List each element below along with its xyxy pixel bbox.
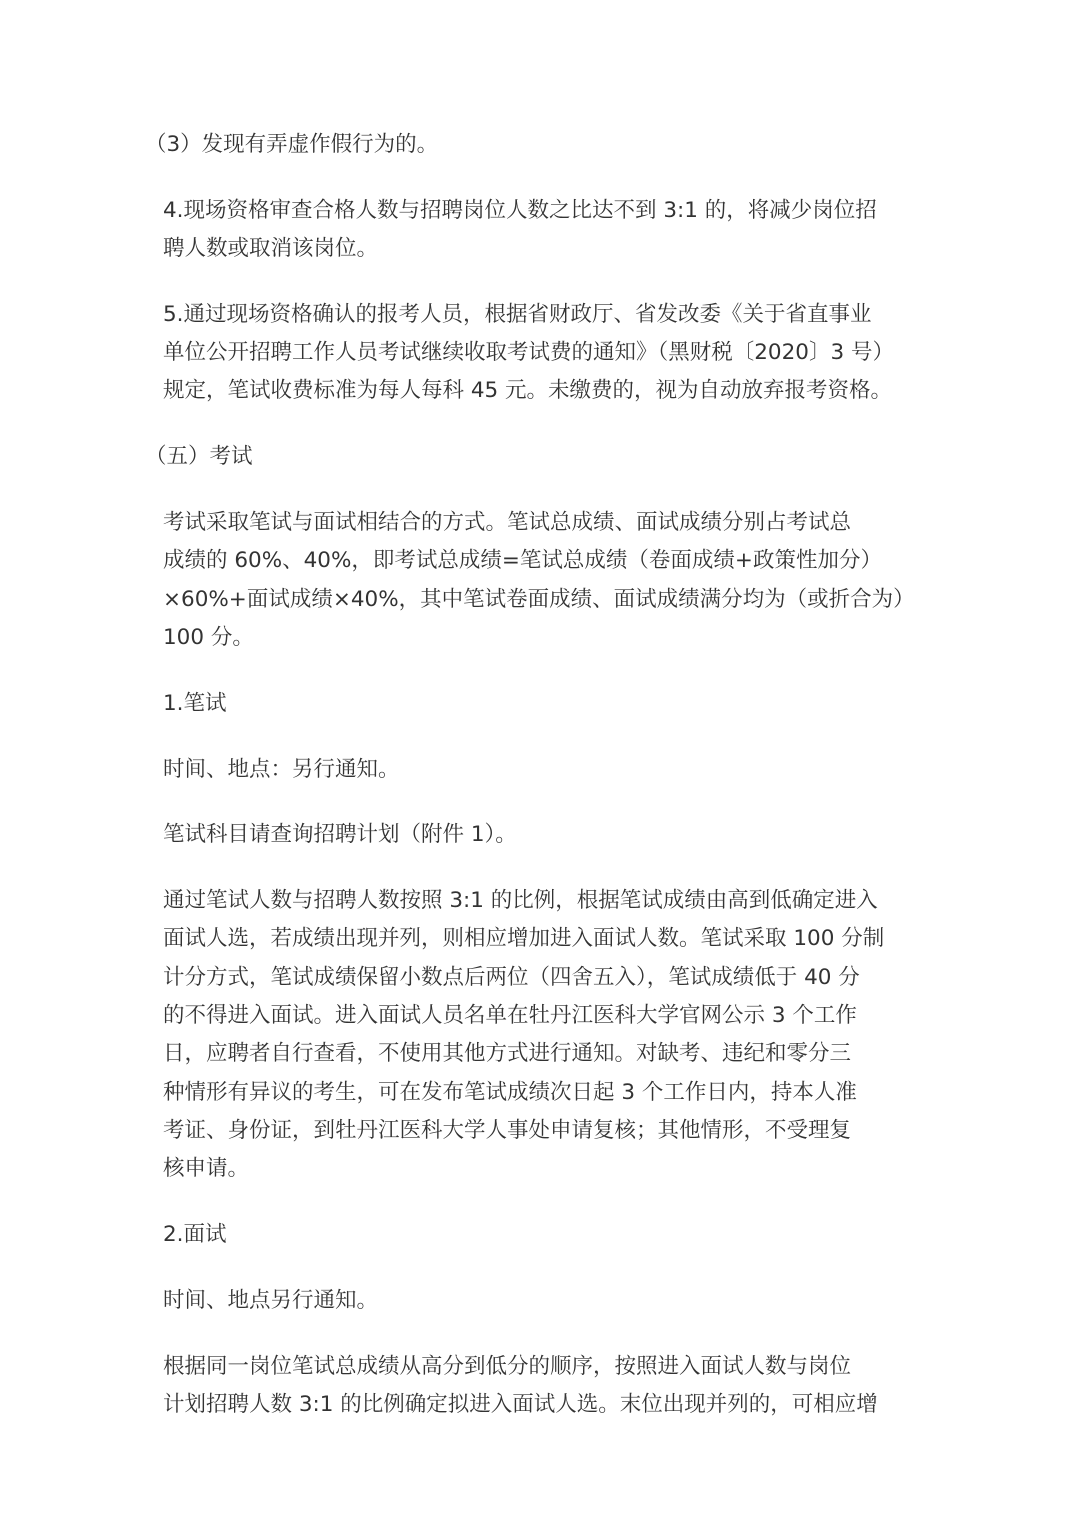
text-line: 计划招聘人数 3:1 的比例确定拟进入面试人选。末位出现并列的，可相应增 <box>163 1391 878 1417</box>
paragraph <box>163 751 923 789</box>
text-line: 根据同一岗位笔试总成绩从高分到低分的顺序，按照进入面试人数与岗位 <box>163 1353 852 1379</box>
text-line: （五）考试 <box>145 444 253 470</box>
text-line: ×60%+面试成绩×40%，其中笔试卷面成绩、面试成绩满分均为（或折合为） <box>163 586 915 612</box>
text-line: 100 分。 <box>163 624 254 650</box>
paragraph <box>163 882 923 1188</box>
text-line: 单位公开招聘工作人员考试继续收取考试费的通知》（黑财税〔2020〕3 号） <box>163 340 894 366</box>
paragraph <box>163 1216 923 1254</box>
text-line: 5.通过现场资格确认的报考人员，根据省财政厅、省发改委《关于省直事业 <box>163 301 872 327</box>
text-line: 面试人选，若成绩出现并列，则相应增加进入面试人数。笔试采取 100 分制 <box>163 926 885 952</box>
text-line: 种情形有异议的考生，可在发布笔试成绩次日起 3 个工作日内，持本人准 <box>163 1079 857 1105</box>
text-line: 2.面试 <box>163 1222 227 1248</box>
text-line: 考试采取笔试与面试相结合的方式。笔试总成绩、面试成绩分别占考试总 <box>163 510 852 536</box>
text-line: 时间、地点：另行通知。 <box>163 756 400 782</box>
paragraph <box>163 504 923 657</box>
text-line: （3）发现有弄虚作假行为的。 <box>145 132 439 157</box>
paragraph <box>163 816 923 854</box>
paragraph <box>145 126 923 164</box>
paragraph <box>163 1348 923 1425</box>
text-line: 1.笔试 <box>163 690 227 716</box>
text-line: 笔试科目请查询招聘计划（附件 1）。 <box>163 822 517 848</box>
text-line: 聘人数或取消该岗位。 <box>163 236 379 262</box>
paragraph <box>163 192 923 269</box>
paragraph <box>163 685 923 723</box>
text-line: 日，应聘者自行查看，不使用其他方式进行通知。对缺考、违纪和零分三 <box>163 1041 852 1067</box>
text-line: 计分方式，笔试成绩保留小数点后两位（四舍五入），笔试成绩低于 40 分 <box>163 964 860 990</box>
paragraph <box>163 1282 923 1320</box>
text-line: 成绩的 60%、40%，即考试总成绩=笔试总成绩（卷面成绩+政策性加分） <box>163 548 882 574</box>
text-line: 的不得进入面试。进入面试人员名单在牡丹江医科大学官网公示 3 个工作 <box>163 1003 857 1029</box>
text-line: 4.现场资格审查合格人数与招聘岗位人数之比达不到 3:1 的，将减少岗位招 <box>163 197 877 223</box>
text-line: 通过笔试人数与招聘人数按照 3:1 的比例，根据笔试成绩由高到低确定进入 <box>163 888 878 914</box>
text-line: 时间、地点另行通知。 <box>163 1287 379 1313</box>
text-line: 考证、身份证，到牡丹江医科大学人事处申请复核；其他情形，不受理复 <box>163 1117 852 1143</box>
paragraph <box>145 438 923 476</box>
paragraph <box>163 296 923 411</box>
text-line: 核申请。 <box>163 1156 250 1182</box>
text-line: 规定，笔试收费标准为每人每科 45 元。未缴费的，视为自动放弃报考资格。 <box>163 378 893 404</box>
